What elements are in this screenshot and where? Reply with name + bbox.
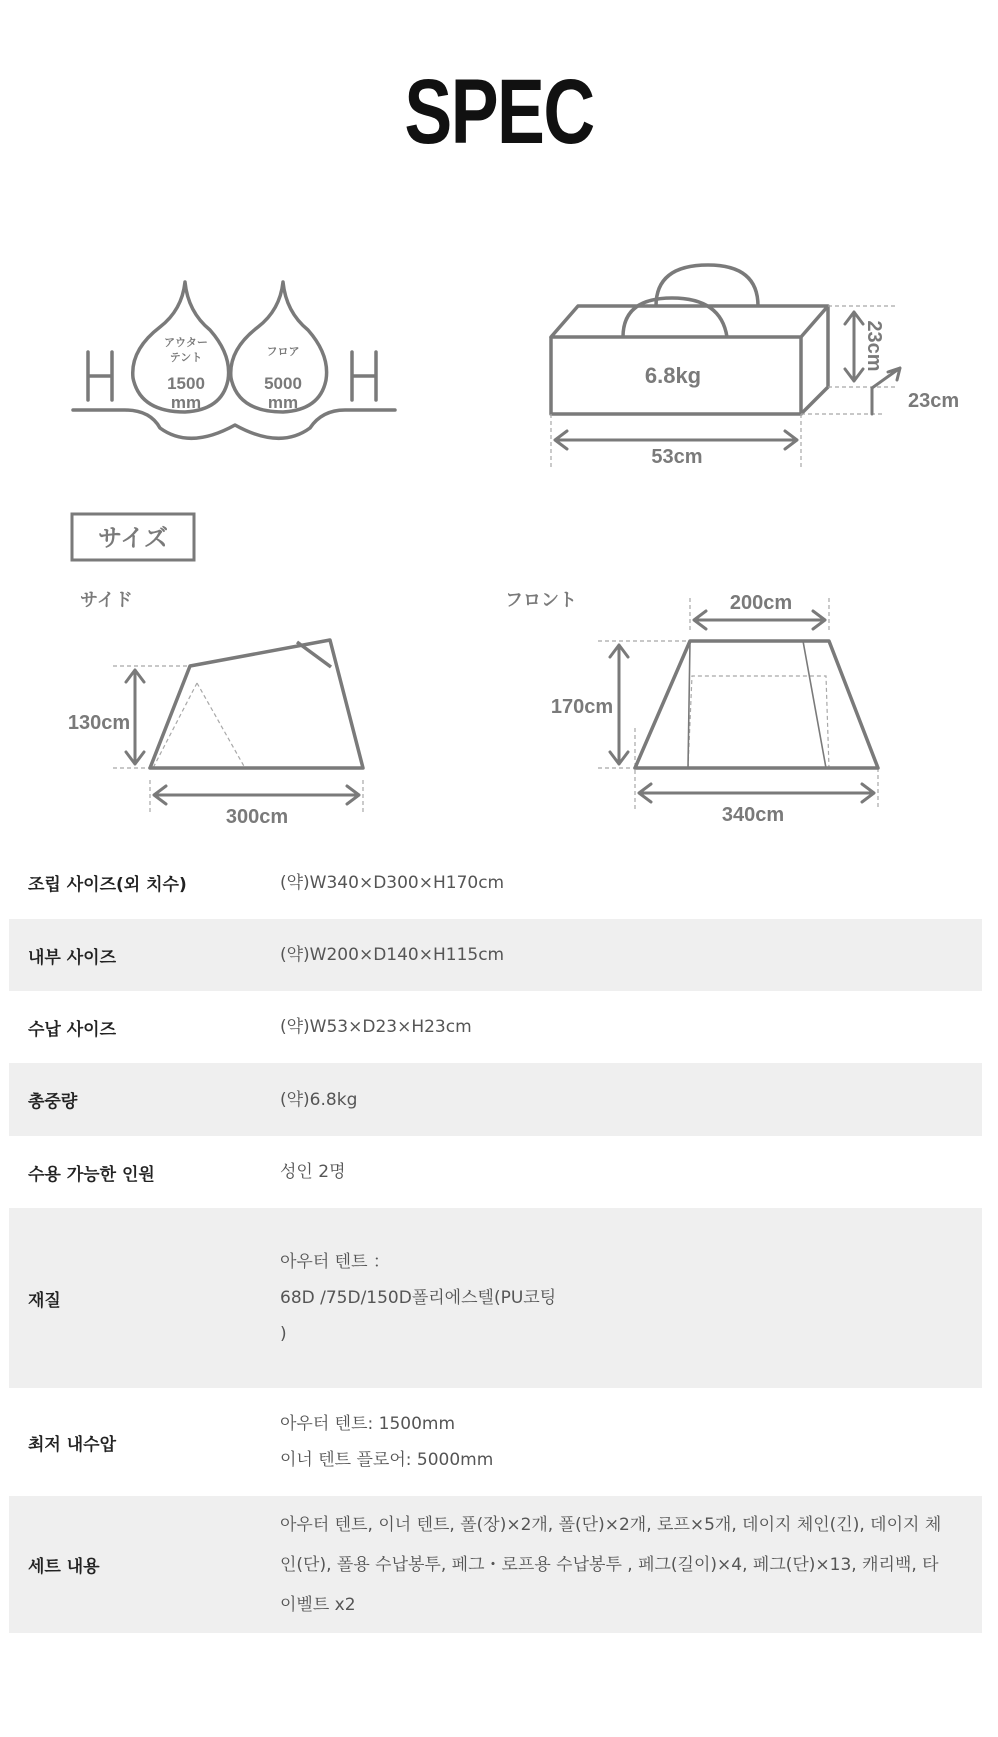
carry-bag-diagram <box>551 265 828 414</box>
spec-key: 내부 사이즈 <box>9 919 278 991</box>
spec-value: 아우터 텐트, 이너 텐트, 폴(장)×2개, 폴(단)×2개, 로프×5개, 데이지 체인(긴), 데이지 체 인(단), 폴용 수납봉투, 페그・로프용 수납봉투 , 페그(길이)×4, 페그(단)×13, 캐리백, 타 이벨트 x2 <box>278 1496 982 1633</box>
side-guide-lines <box>113 666 363 812</box>
side-length: 300cm <box>225 806 289 828</box>
spec-value: 아우터 텐트 ： 68D /75D/150D폴리에스텔(PU코팅 ) <box>278 1208 982 1388</box>
bag-width: 53cm <box>651 446 703 468</box>
bag-depth: 23cm <box>908 390 960 412</box>
outer-tent-label-2: テント <box>169 351 203 364</box>
spec-illustrations <box>0 0 998 860</box>
floor-value: 5000 <box>264 374 302 393</box>
spec-row-capacity <box>9 1136 982 1208</box>
spec-key: 세트 내용 <box>9 1496 278 1633</box>
spec-value: 아우터 텐트: 1500mm 이너 텐트 플로어: 5000mm <box>280 1414 494 1470</box>
spec-key: 조립 사이즈(외 치수) <box>28 875 187 895</box>
spec-key: 재질 <box>9 1208 278 1388</box>
spec-key: 최저 내수압 <box>28 1434 117 1455</box>
spec-table <box>9 846 982 1633</box>
outer-tent-unit: mm <box>170 393 202 412</box>
spec-key: 수용 가능한 인원 <box>28 1164 155 1185</box>
front-view-poles <box>688 641 826 768</box>
spec-row-assembled-size <box>9 846 982 919</box>
outer-tent-value: 1500 <box>167 374 205 393</box>
page-title: SPEC <box>404 61 594 163</box>
bag-height: 23cm <box>863 320 885 372</box>
spec-value: 성인 2명 <box>280 1162 346 1182</box>
floor-unit: mm <box>267 393 299 412</box>
spec-value: (약)W53×D23×H23cm <box>280 1017 472 1037</box>
spec-row-set-contents <box>9 1496 982 1633</box>
floor-label: フロア <box>266 345 300 358</box>
side-view-tent <box>150 640 363 768</box>
front-view-label: フロント <box>505 590 577 611</box>
side-height: 130cm <box>67 712 131 734</box>
spec-row-packed-size <box>9 991 982 1063</box>
spec-key: 수납 사이즈 <box>28 1019 117 1040</box>
front-view-tent <box>635 641 878 768</box>
side-view-label: サイド <box>80 590 133 611</box>
size-badge: サイズ <box>97 524 169 552</box>
spec-key: 총중량 <box>9 1063 278 1136</box>
front-guide-lines <box>598 598 878 810</box>
front-top-width: 200cm <box>729 592 793 614</box>
spec-value: (약)6.8kg <box>278 1063 982 1136</box>
spec-row-water-pressure <box>9 1388 982 1496</box>
spec-row-weight <box>9 1063 982 1136</box>
spec-row-material <box>9 1208 982 1388</box>
bag-weight: 6.8kg <box>644 363 702 388</box>
spec-value: (약)W340×D300×H170cm <box>280 872 505 893</box>
spec-row-inner-size <box>9 919 982 991</box>
water-pressure-diagram <box>73 282 395 438</box>
spec-value: (약)W200×D140×H115cm <box>278 919 982 991</box>
front-bottom-width: 340cm <box>721 804 785 826</box>
front-height: 170cm <box>550 696 614 718</box>
outer-tent-label-1: アウター <box>164 336 208 349</box>
